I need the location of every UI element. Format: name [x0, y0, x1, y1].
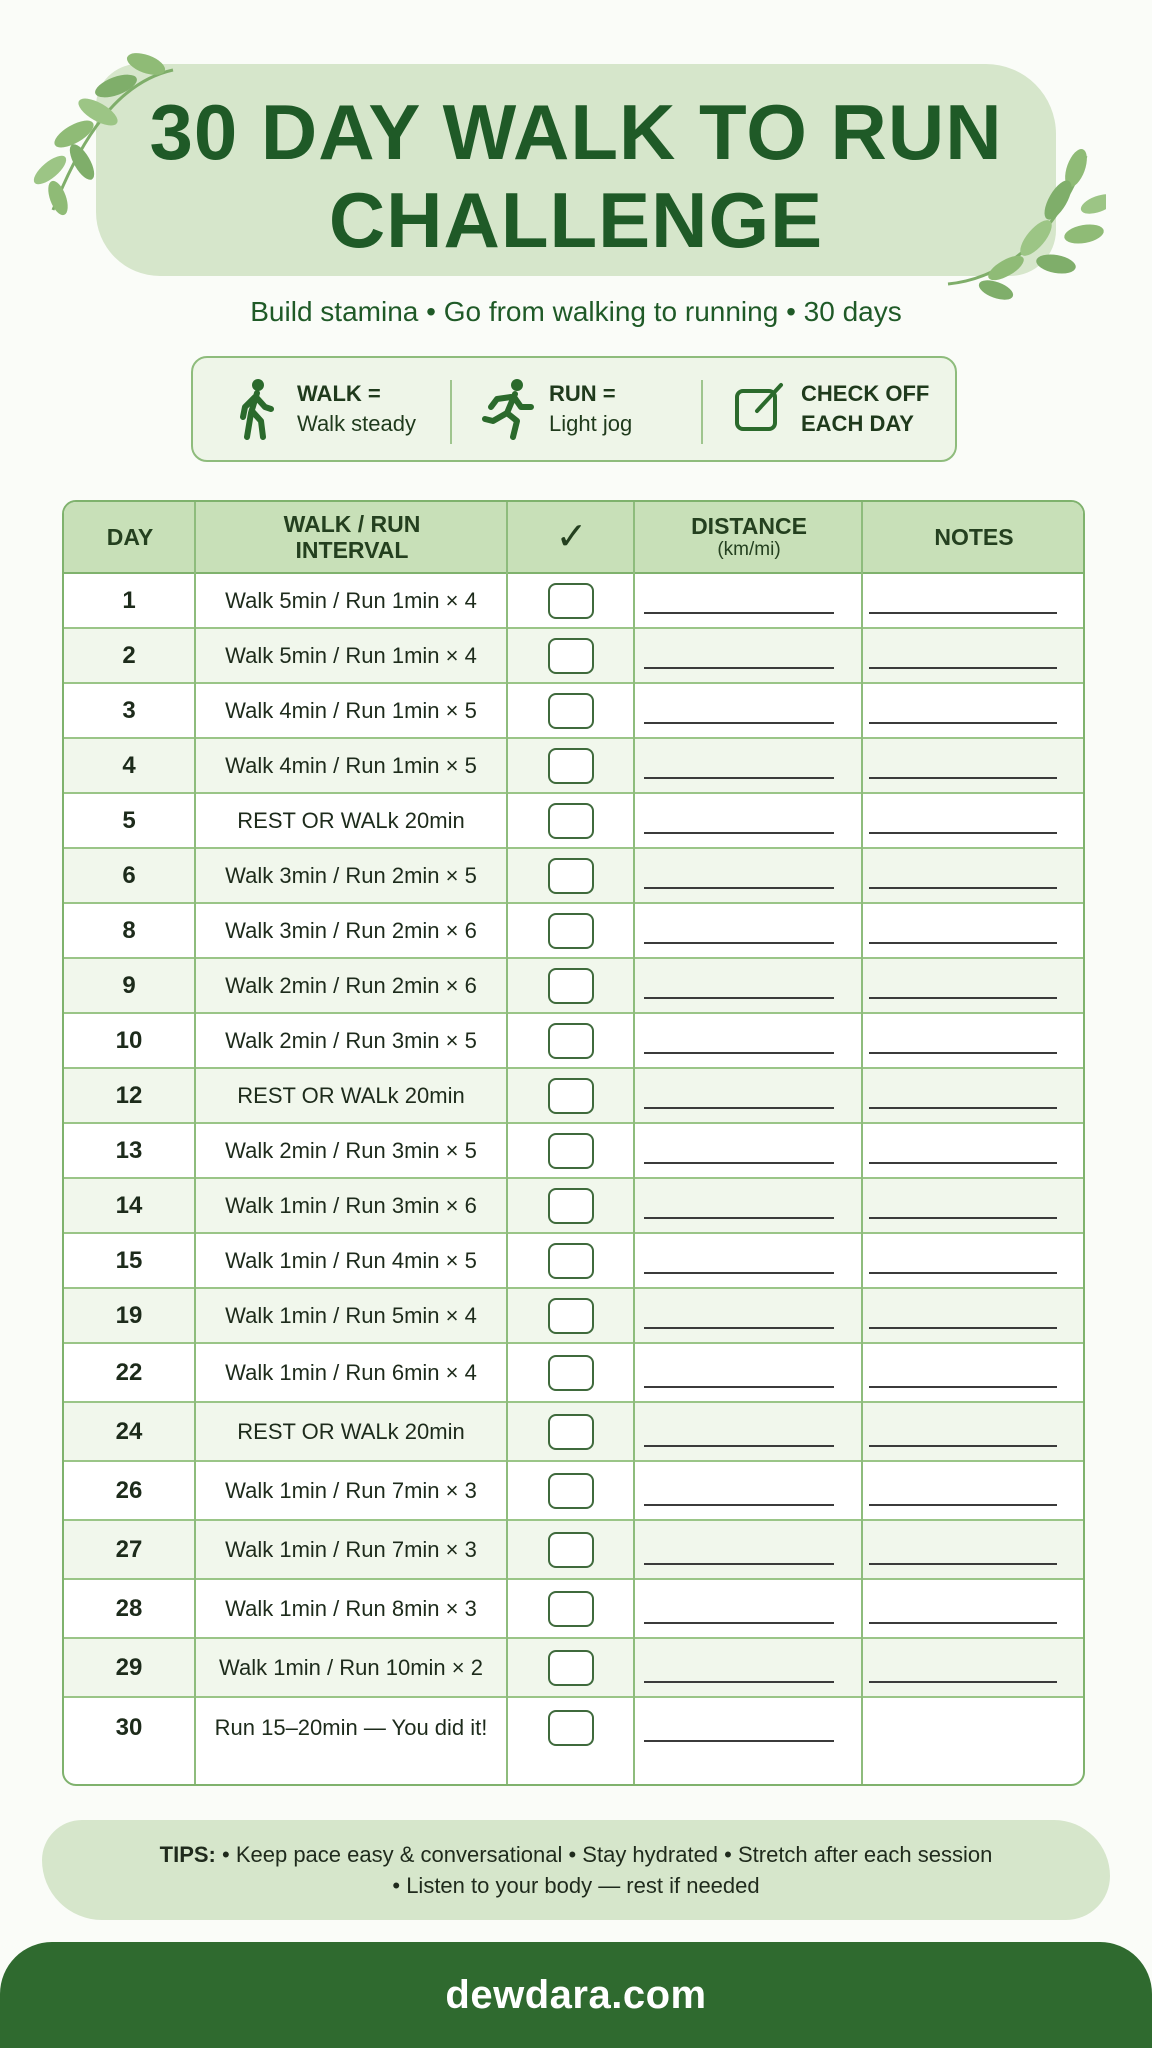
notes-blank-line[interactable] — [869, 1563, 1057, 1565]
column-divider — [861, 502, 863, 1784]
notes-blank-line[interactable] — [869, 777, 1057, 779]
check-cell — [508, 1014, 633, 1067]
header-distance — [635, 502, 863, 572]
day-number: 5 — [122, 806, 136, 834]
day-checkbox[interactable] — [548, 583, 594, 619]
table-row — [64, 1639, 1083, 1698]
check-cell — [508, 1124, 633, 1177]
table-row — [64, 1289, 1083, 1344]
legend-divider — [450, 380, 452, 444]
interval-text: Walk 3min / Run 2min × 6 — [225, 917, 477, 943]
day-number: 9 — [122, 971, 136, 999]
interval-text: Walk 1min / Run 3min × 6 — [225, 1192, 477, 1218]
day-checkbox[interactable] — [548, 1243, 594, 1279]
column-divider — [506, 502, 508, 1784]
day-checkbox[interactable] — [548, 1532, 594, 1568]
notes-blank-line[interactable] — [869, 1386, 1057, 1388]
day-checkbox[interactable] — [548, 1298, 594, 1334]
table-row — [64, 684, 1083, 739]
distance-blank-line[interactable] — [644, 1217, 834, 1219]
interval-text: Walk 2min / Run 3min × 5 — [225, 1137, 477, 1163]
day-number: 29 — [115, 1653, 143, 1681]
interval-text: Walk 1min / Run 10min × 2 — [219, 1654, 483, 1680]
day-checkbox[interactable] — [548, 748, 594, 784]
day-number: 26 — [115, 1476, 143, 1504]
check-cell — [508, 1289, 633, 1342]
table-row — [64, 794, 1083, 849]
interval-text: REST OR WALk 20min — [237, 807, 465, 833]
day-checkbox[interactable] — [548, 638, 594, 674]
check-cell — [508, 1580, 633, 1637]
day-checkbox[interactable] — [548, 1591, 594, 1627]
interval-text: Walk 5min / Run 1min × 4 — [225, 642, 477, 668]
check-cell — [508, 1179, 633, 1232]
distance-blank-line[interactable] — [644, 1386, 834, 1388]
table-row — [64, 574, 1083, 629]
table-row — [64, 1462, 1083, 1521]
notes-blank-line[interactable] — [869, 1052, 1057, 1054]
day-number: 4 — [122, 751, 136, 779]
tips-line-2: • Listen to your body — rest if needed — [392, 1873, 760, 1898]
table-row — [64, 629, 1083, 684]
distance-blank-line[interactable] — [644, 777, 834, 779]
notes-blank-line[interactable] — [869, 1217, 1057, 1219]
legend-walk-term: WALK = — [297, 381, 381, 406]
legend-check-desc: EACH DAY — [801, 411, 914, 436]
distance-blank-line[interactable] — [644, 1681, 834, 1683]
header-check: ✓ — [555, 516, 588, 558]
notes-blank-line[interactable] — [869, 997, 1057, 999]
day-checkbox[interactable] — [548, 1414, 594, 1450]
interval-text: Walk 1min / Run 8min × 3 — [225, 1595, 477, 1621]
table-row — [64, 849, 1083, 904]
legend-check-term: CHECK OFF — [801, 381, 930, 406]
tips-label: TIPS: — [159, 1842, 216, 1867]
notes-blank-line[interactable] — [869, 722, 1057, 724]
interval-text: REST OR WALk 20min — [237, 1082, 465, 1108]
tips-line-1: • Keep pace easy & conversational • Stay hydrated • Stretch after each session — [222, 1842, 993, 1867]
check-cell — [508, 1639, 633, 1696]
interval-text: Walk 1min / Run 5min × 4 — [225, 1302, 477, 1328]
footer-bar — [0, 1942, 1152, 2048]
day-number: 24 — [115, 1417, 143, 1445]
day-number: 3 — [122, 696, 136, 724]
check-cell — [508, 904, 633, 957]
notes-blank-line[interactable] — [869, 1445, 1057, 1447]
notes-blank-line[interactable] — [869, 1272, 1057, 1274]
day-number: 2 — [122, 641, 136, 669]
distance-blank-line[interactable] — [644, 1740, 834, 1742]
column-divider — [633, 502, 635, 1784]
day-checkbox[interactable] — [548, 1650, 594, 1686]
distance-blank-line[interactable] — [644, 667, 834, 669]
day-checkbox[interactable] — [548, 913, 594, 949]
column-divider — [194, 502, 196, 1784]
header-interval: WALK / RUN INTERVAL — [283, 511, 421, 563]
page-title: 30 DAY WALK TO RUN CHALLENGE — [149, 88, 1003, 264]
page-subtitle: Build stamina • Go from walking to running • 30 days — [250, 296, 902, 327]
distance-blank-line[interactable] — [644, 1272, 834, 1274]
distance-blank-line[interactable] — [644, 1327, 834, 1329]
legend-run-desc: Light jog — [549, 411, 633, 436]
check-cell — [508, 959, 633, 1012]
interval-text: Run 15–20min — You did it! — [214, 1714, 488, 1740]
check-cell — [508, 629, 633, 682]
table-row — [64, 739, 1083, 794]
distance-blank-line[interactable] — [644, 997, 834, 999]
distance-blank-line[interactable] — [644, 1107, 834, 1109]
distance-blank-line[interactable] — [644, 942, 834, 944]
legend-divider — [701, 380, 703, 444]
legend-walk — [229, 358, 416, 460]
notes-blank-line[interactable] — [869, 832, 1057, 834]
day-number: 22 — [115, 1358, 143, 1386]
day-checkbox[interactable] — [548, 968, 594, 1004]
legend-walk-desc: Walk steady — [297, 411, 417, 436]
interval-text: Walk 5min / Run 1min × 4 — [225, 587, 477, 613]
check-cell — [508, 574, 633, 627]
check-cell — [508, 849, 633, 902]
distance-blank-line[interactable] — [644, 722, 834, 724]
legend-box — [191, 356, 957, 462]
table-row — [64, 1014, 1083, 1069]
interval-text: Walk 2min / Run 3min × 5 — [225, 1027, 477, 1053]
notes-blank-line[interactable] — [869, 942, 1057, 944]
check-cell — [508, 684, 633, 737]
notes-blank-line[interactable] — [869, 887, 1057, 889]
day-checkbox[interactable] — [548, 693, 594, 729]
check-cell — [508, 1521, 633, 1578]
notes-blank-line[interactable] — [869, 1504, 1057, 1506]
check-cell — [508, 1069, 633, 1122]
check-cell — [508, 794, 633, 847]
day-number: 28 — [115, 1594, 143, 1622]
distance-blank-line[interactable] — [644, 1445, 834, 1447]
legend-run — [481, 358, 632, 460]
check-cell — [508, 1462, 633, 1519]
interval-text: Walk 4min / Run 1min × 5 — [225, 752, 477, 778]
day-checkbox[interactable] — [548, 1078, 594, 1114]
distance-blank-line[interactable] — [644, 1162, 834, 1164]
day-number: 6 — [122, 861, 136, 889]
day-checkbox[interactable] — [548, 1023, 594, 1059]
table-body — [64, 574, 1083, 1757]
day-number: 12 — [115, 1081, 143, 1109]
table-row — [64, 1179, 1083, 1234]
interval-text: Walk 1min / Run 7min × 3 — [225, 1536, 477, 1562]
day-checkbox[interactable] — [548, 1473, 594, 1509]
notes-blank-line[interactable] — [869, 1162, 1057, 1164]
distance-blank-line[interactable] — [644, 887, 834, 889]
tips-banner — [42, 1820, 1110, 1920]
table-row — [64, 1698, 1083, 1757]
interval-text: Walk 1min / Run 7min × 3 — [225, 1477, 477, 1503]
interval-text: Walk 4min / Run 1min × 5 — [225, 697, 477, 723]
running-person-icon — [481, 377, 535, 441]
table-row — [64, 959, 1083, 1014]
table-row — [64, 1124, 1083, 1179]
day-checkbox[interactable] — [548, 1355, 594, 1391]
day-number: 8 — [122, 916, 136, 944]
day-number: 19 — [115, 1301, 143, 1329]
interval-text: Walk 3min / Run 2min × 5 — [225, 862, 477, 888]
check-cell — [508, 1344, 633, 1401]
day-number: 30 — [115, 1713, 143, 1741]
distance-blank-line[interactable] — [644, 1622, 834, 1624]
header-distance-unit: (km/mi) — [717, 539, 781, 560]
day-number: 13 — [115, 1136, 143, 1164]
header-notes: NOTES — [934, 524, 1014, 550]
distance-blank-line[interactable] — [644, 832, 834, 834]
day-number: 1 — [122, 586, 136, 614]
legend-run-term: RUN = — [549, 381, 616, 406]
legend-check — [733, 358, 929, 460]
day-checkbox[interactable] — [548, 803, 594, 839]
interval-text: Walk 1min / Run 4min × 5 — [225, 1247, 477, 1273]
table-row — [64, 1234, 1083, 1289]
challenge-table — [62, 500, 1085, 1786]
interval-text: Walk 1min / Run 6min × 4 — [225, 1359, 477, 1385]
interval-text: REST OR WALk 20min — [237, 1418, 465, 1444]
walking-person-icon — [229, 377, 283, 441]
header-distance-label: DISTANCE — [691, 513, 807, 539]
day-checkbox[interactable] — [548, 1188, 594, 1224]
day-number: 27 — [115, 1535, 143, 1563]
checkbox-check-icon — [733, 377, 787, 441]
day-number: 15 — [115, 1246, 143, 1274]
check-cell — [508, 1403, 633, 1460]
day-checkbox[interactable] — [548, 1710, 594, 1746]
distance-blank-line[interactable] — [644, 1504, 834, 1506]
distance-blank-line[interactable] — [644, 1052, 834, 1054]
header-day: DAY — [106, 524, 154, 550]
day-number: 10 — [115, 1026, 143, 1054]
distance-blank-line[interactable] — [644, 612, 834, 614]
interval-text: Walk 2min / Run 2min × 6 — [225, 972, 477, 998]
table-row — [64, 1403, 1083, 1462]
notes-blank-line[interactable] — [869, 667, 1057, 669]
day-checkbox[interactable] — [548, 1133, 594, 1169]
table-header-row — [64, 502, 1083, 574]
notes-blank-line[interactable] — [869, 1107, 1057, 1109]
table-row — [64, 1344, 1083, 1403]
day-checkbox[interactable] — [548, 858, 594, 894]
notes-blank-line[interactable] — [869, 612, 1057, 614]
table-row — [64, 1580, 1083, 1639]
notes-blank-line[interactable] — [869, 1622, 1057, 1624]
table-row — [64, 904, 1083, 959]
check-cell — [508, 1234, 633, 1287]
day-number: 14 — [115, 1191, 143, 1219]
check-cell — [508, 1698, 633, 1757]
table-row — [64, 1521, 1083, 1580]
footer-site[interactable]: dewdara.com — [445, 1972, 707, 2017]
distance-blank-line[interactable] — [644, 1563, 834, 1565]
notes-blank-line[interactable] — [869, 1327, 1057, 1329]
notes-blank-line[interactable] — [869, 1681, 1057, 1683]
check-cell — [508, 739, 633, 792]
table-row — [64, 1069, 1083, 1124]
